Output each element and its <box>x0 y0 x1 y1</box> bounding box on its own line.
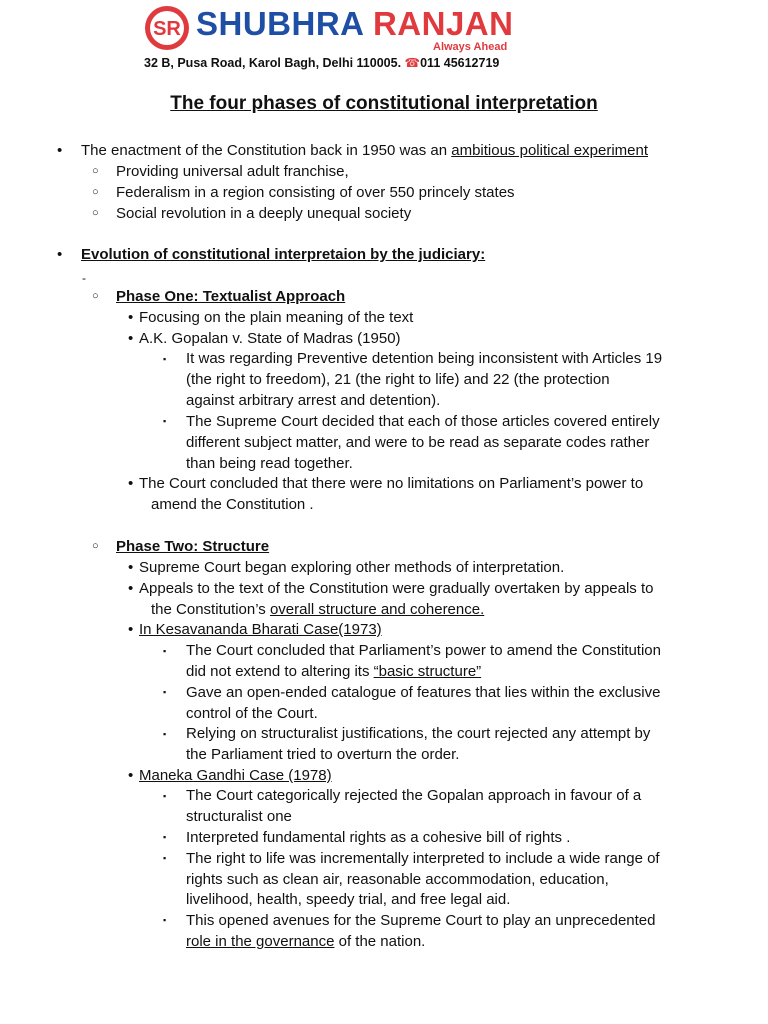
phone-number: 011 45612719 <box>420 56 500 70</box>
bullet-marker: • <box>128 580 134 597</box>
square-marker: ▪ <box>163 915 167 925</box>
phase-two-heading: Phase Two: Structure <box>116 538 270 555</box>
square-marker: ▪ <box>163 416 167 426</box>
gopalan-detail: (the right to freedom), 21 (the right to life) and 22 (the protection <box>186 371 610 388</box>
phase-two-point <box>151 599 484 620</box>
kesavananda-heading: In Kesavananda Bharati Case(1973) <box>139 621 382 638</box>
maneka-detail: The Court categorically rejected the Gopalan approach in favour of a <box>186 787 642 804</box>
kesavananda-detail <box>186 661 481 682</box>
maneka-detail: Interpreted fundamental rights as a cohesive bill of rights . <box>186 829 571 846</box>
bullet-marker: • <box>128 559 134 576</box>
circle-marker: ○ <box>92 165 99 177</box>
circle-marker: ○ <box>92 207 99 219</box>
circle-marker: ○ <box>92 540 99 552</box>
intro-line <box>81 140 648 161</box>
kesavananda-detail: The Court concluded that Parliament’s power to amend the Constitution <box>186 642 661 659</box>
bullet-marker: • <box>128 309 134 326</box>
square-marker: ▪ <box>163 791 167 801</box>
kesavananda-detail: the Parliament tried to overturn the order. <box>186 746 460 763</box>
bullet-marker: • <box>128 621 134 638</box>
maneka-detail: The right to life was incrementally interpreted to include a wide range of <box>186 850 660 867</box>
square-marker: ▪ <box>163 354 167 364</box>
square-marker: ▪ <box>163 853 167 863</box>
square-marker: ▪ <box>163 646 167 656</box>
maneka-detail: livelihood, health, speedy trial, and free legal aid. <box>186 891 511 908</box>
bullet-marker: • <box>128 767 134 784</box>
bullet-marker: • <box>57 246 63 263</box>
gopalan-detail: different subject matter, and were to be read as separate codes rather <box>186 434 650 451</box>
maneka-heading: Maneka Gandhi Case (1978) <box>139 767 332 784</box>
phase-one-point: The Court concluded that there were no limitations on Parliament’s power to <box>139 475 644 492</box>
intro-lead-underlined: ambitious political experiment <box>451 142 648 159</box>
circle-marker: ○ <box>92 186 99 198</box>
square-marker: ▪ <box>163 687 167 697</box>
intro-lead: The enactment of the Constitution back in 1950 was an <box>81 142 452 159</box>
phase-one-point: Focusing on the plain meaning of the text <box>139 309 414 326</box>
tagline: Always Ahead <box>433 41 508 53</box>
square-marker: ▪ <box>163 832 167 842</box>
gopalan-detail: than being read together. <box>186 455 353 472</box>
kesavananda-detail: Relying on structuralist justifications, the court rejected any attempt by <box>186 725 651 742</box>
intro-item: Providing universal adult franchise, <box>116 163 349 180</box>
logo-text: SR <box>153 18 181 40</box>
gopalan-detail: The Supreme Court decided that each of those articles covered entirely <box>186 413 660 430</box>
bullet-marker: • <box>128 475 134 492</box>
maneka-detail: This opened avenues for the Supreme Court to play an unprecedented <box>186 912 656 929</box>
address: 32 B, Pusa Road, Karol Bagh, Delhi 110005. <box>144 56 402 70</box>
square-marker: ▪ <box>163 729 167 739</box>
maneka-text: of the nation. <box>334 933 426 950</box>
phase-two-point: Appeals to the text of the Constitution were gradually overtaken by appeals to <box>139 580 654 597</box>
gopalan-detail: It was regarding Preventive detention being inconsistent with Articles 19 <box>186 350 663 367</box>
brand-part-1: SHUBHRA <box>196 5 364 42</box>
phase-one-point: amend the Constitution . <box>151 496 314 513</box>
maneka-detail: structuralist one <box>186 808 292 825</box>
circle-marker: ○ <box>92 290 99 302</box>
evolution-heading: Evolution of constitutional interpretaion by the judiciary: <box>81 246 486 263</box>
basic-structure: “basic structure” <box>373 663 482 680</box>
bullet-marker: • <box>128 330 134 347</box>
maneka-detail: rights such as clean air, reasonable accommodation, education, <box>186 871 609 888</box>
brand-part-2: RANJAN <box>372 5 514 42</box>
phone-icon: ☎ <box>404 56 421 70</box>
bullet-marker: • <box>57 142 63 159</box>
kesavananda-text: did not extend to altering its <box>186 663 374 680</box>
governance-underlined: role in the governance <box>186 933 335 950</box>
gopalan-detail: against arbitrary arrest and detention). <box>186 392 441 409</box>
maneka-detail <box>186 931 425 952</box>
intro-item: Social revolution in a deeply unequal society <box>116 205 412 222</box>
phase-one-heading: Phase One: Textualist Approach <box>116 288 346 305</box>
phase-two-text: the Constitution’s <box>151 601 270 618</box>
kesavananda-detail: control of the Court. <box>186 705 318 722</box>
page-title: The four phases of constitutional interpretation <box>170 93 598 114</box>
intro-item: Federalism in a region consisting of over 550 princely states <box>116 184 515 201</box>
phase-two-underlined: overall structure and coherence. <box>269 601 485 618</box>
kesavananda-detail: Gave an open-ended catalogue of features that lies within the exclusive <box>186 684 661 701</box>
phase-two-point: Supreme Court began exploring other methods of interpretation. <box>139 559 565 576</box>
phase-one-point: A.K. Gopalan v. State of Madras (1950) <box>139 330 401 347</box>
dash: - <box>82 271 86 285</box>
